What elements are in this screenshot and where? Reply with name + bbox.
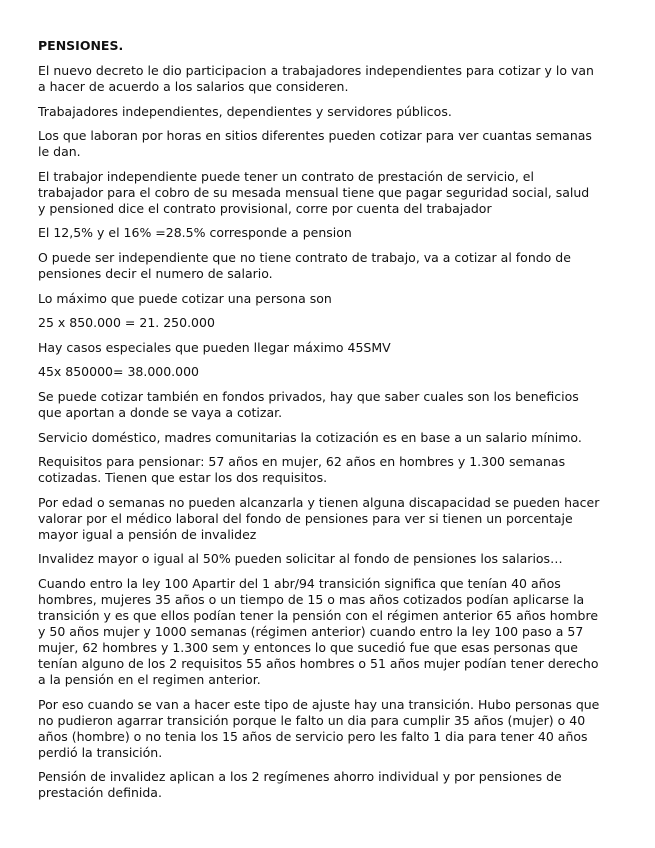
paragraph-calculo-45: 45x 850000= 38.000.000: [38, 364, 200, 380]
paragraph-servicio-domestico: Servicio doméstico, madres comunitarias la cotización es en base a un salario mínimo.: [38, 429, 582, 445]
paragraph-tipos-trabajadores: Trabajadores independientes, dependientes y servidores públicos.: [38, 103, 452, 119]
paragraph-discapacidad: Por edad o semanas no pueden alcanzarla y tienen alguna discapacidad se pueden hacer valorar por el médico laboral del fondo de pensiones para ver si tienen un porcentaje mayor igual a pensión de invalidez: [38, 494, 600, 542]
paragraph-contrato-prestacion: El trabajor independiente puede tener un contrato de prestación de servicio, el trabajador para el cobro de su mesada mensual tiene que pagar seguridad social, salud y pensioned dice el contrato provisional, corre por cuenta del trabajador: [38, 168, 590, 216]
paragraph-pension-invalidez: Pensión de invalidez aplican a los 2 regímenes ahorro individual y por pensiones de prestación definida.: [38, 769, 562, 801]
paragraph-porcentaje: El 12,5% y el 16% =28.5% corresponde a pension: [38, 225, 352, 241]
paragraph-independiente: O puede ser independiente que no tiene contrato de trabajo, va a cotizar al fondo de pensiones decir el numero de salario.: [38, 249, 571, 281]
paragraph-decreto: El nuevo decreto le dio participacion a trabajadores independientes para cotizar y lo van a hacer de acuerdo a los salarios que consideren.: [38, 63, 594, 94]
document-title: PENSIONES.: [38, 38, 124, 53]
paragraph-calculo-25: 25 x 850.000 = 21. 250.000: [38, 315, 215, 331]
paragraph-casos-especiales: Hay casos especiales que pueden llegar máximo 45SMV: [38, 339, 391, 355]
paragraph-transicion: Por eso cuando se van a hacer este tipo de ajuste hay una transición. Hubo personas que no pudieron agarrar transición porque le falto un dia para cumplir 35 años (mujer) o 40 años (hombre) o no tenia los 15 años de servicio pero les falto 1 dia para tener 40 años perdió la transición.: [38, 696, 600, 760]
paragraph-fondos-privados: Se puede cotizar también en fondos privados, hay que saber cuales son los beneficios que aportan a donde se vaya a cotizar.: [38, 388, 579, 420]
paragraph-por-horas: Los que laboran por horas en sitios diferentes pueden cotizar para ver cuantas semanas le dan.: [38, 128, 592, 160]
document-page: [38, 38, 623, 810]
paragraph-invalidez: Invalidez mayor o igual al 50% pueden solicitar al fondo de pensiones los salarios…: [38, 551, 563, 567]
paragraph-ley-100: Cuando entro la ley 100 Apartir del 1 abr/94 transición significa que tenían 40 años hombres, mujeres 35 años o un tiempo de 15 o mas años cotizados podían aplicarse la transición y es que ellos podían tener la pensión con el régimen anterior 65 años hombre y 50 años mujer y 1000 semanas (régimen anterior) cuando entro la ley 100 paso a 57 mujer, 62 hombres y 1.300 sem y entonces lo que sucedió fue que esas personas que tenían alguno de los 2 requisitos 55 años hombres o 51 años mujer podían tener derecho a la pensión en el regimen anterior.: [38, 575, 599, 687]
paragraph-requisitos: Requisitos para pensionar: 57 años en mujer, 62 años en hombres y 1.300 semanas cotizadas. Tienen que estar los dos requisitos.: [38, 454, 566, 486]
paragraph-maximo: Lo máximo que puede cotizar una persona son: [38, 290, 332, 306]
